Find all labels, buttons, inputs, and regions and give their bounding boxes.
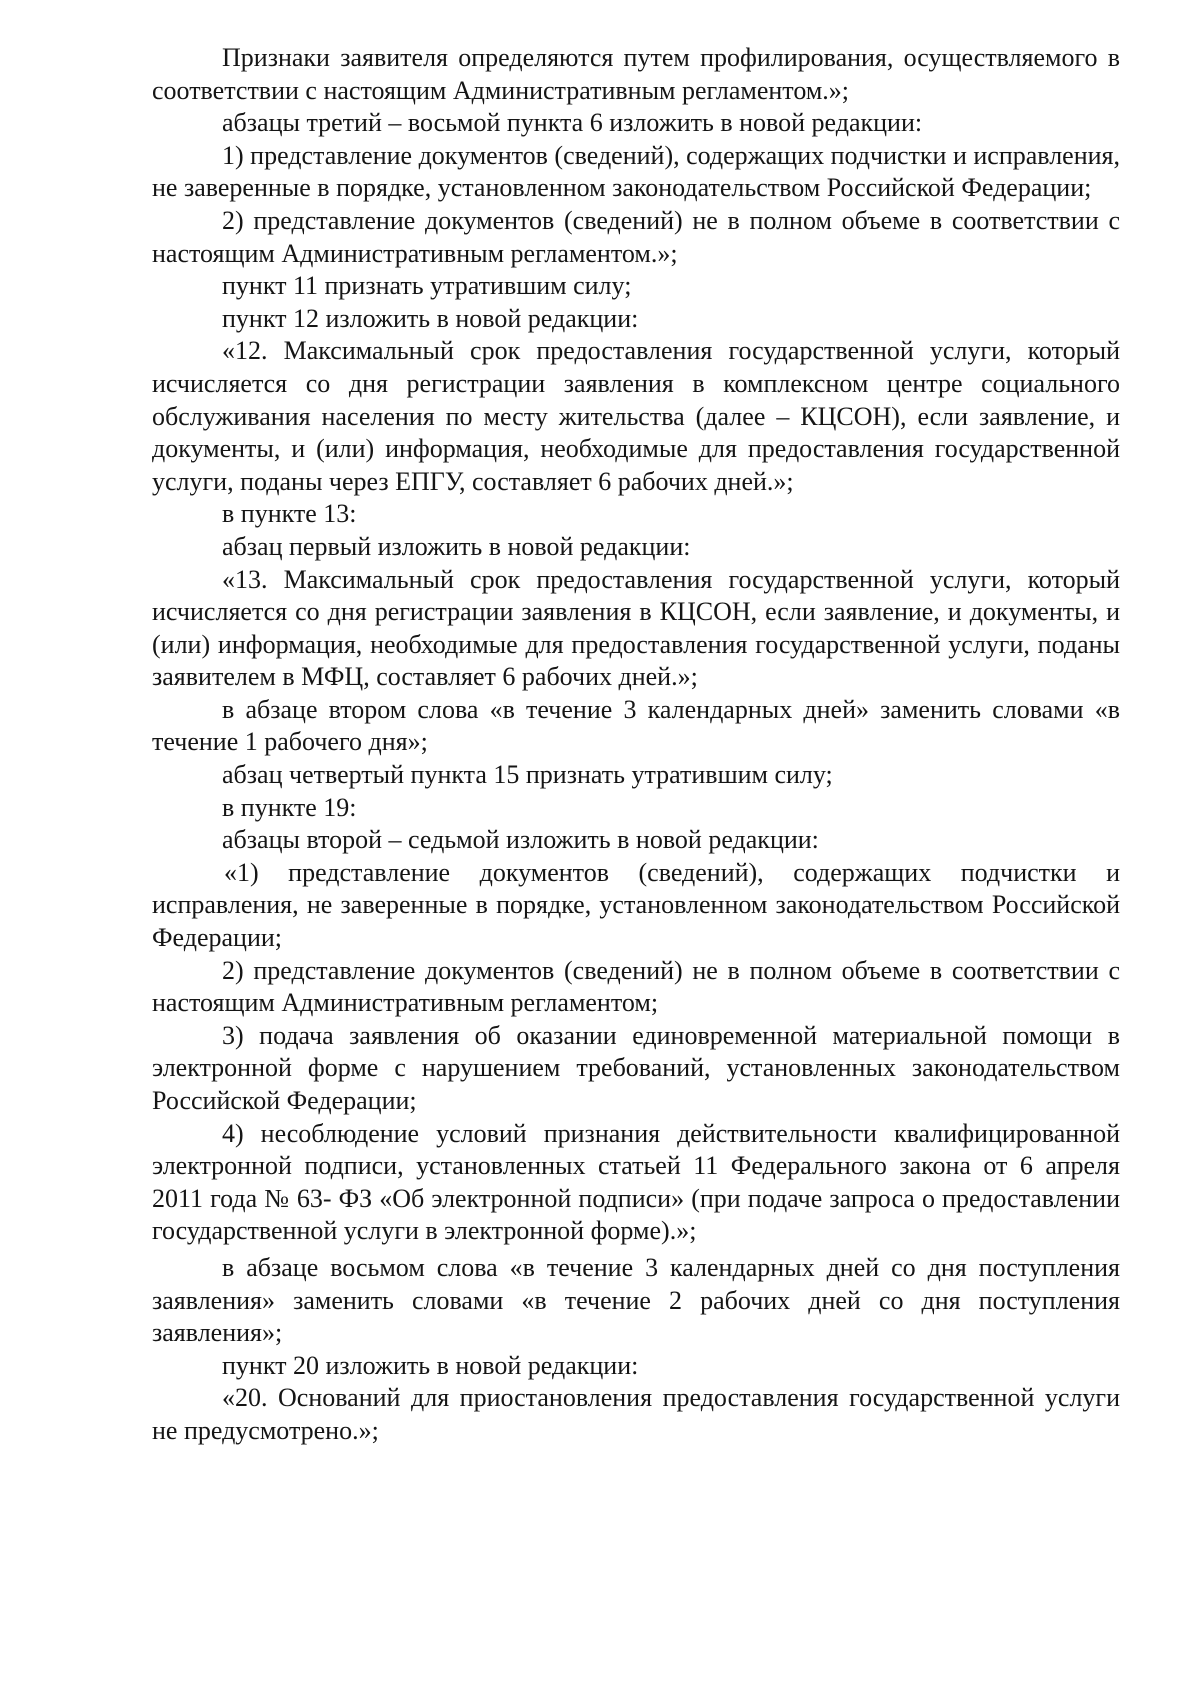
paragraph: «20. Оснований для приостановления предоставления государственной услуги не предусмотрено.»; <box>152 1383 1120 1445</box>
list-item: 1) представление документов (сведений), содержащих подчистки и исправления, не заверенные в порядке, установленном законодательством Российской Федерации; <box>152 140 1121 203</box>
list-item: 3) подача заявления об оказании единовременной материальной помощи в электронной форме с нарушением требований, установленных законодательством Российской Федерации; <box>152 1020 1120 1115</box>
paragraph: абзацы второй – седьмой изложить в новой редакции: <box>222 825 819 855</box>
paragraph: в пункте 19: <box>222 792 357 822</box>
paragraph: пункт 11 признать утратившим силу; <box>222 271 632 301</box>
paragraph: в абзаце втором слова «в течение 3 календарных дней» заменить словами «в течение 1 рабочего дня»; <box>152 694 1120 757</box>
list-item: 4) несоблюдение условий признания действительности квалифицированной электронной подписи, установленных статьей 11 Федерального закона от 6 апреля 2011 года № 63- ФЗ «Об электронной подписи» (при подаче запроса о предоставлении государственной услуги в электронной форме).»; <box>152 1118 1120 1246</box>
paragraph: «12. Максимальный срок предоставления государственной услуги, который исчисляется со дня регистрации заявления в комплексном центре социального обслуживания населения по месту жительства (далее – КЦСОН), если заявление, и документы, и (или) информация, необходимые для предоставления государственной услуги, поданы через ЕПГУ, составляет 6 рабочих дней.»; <box>152 336 1120 496</box>
paragraph: абзац первый изложить в новой редакции: <box>222 531 691 561</box>
paragraph: пункт 12 изложить в новой редакции: <box>222 303 639 333</box>
paragraph: «13. Максимальный срок предоставления государственной услуги, который исчисляется со дня регистрации заявления в КЦСОН, если заявление, и документы, и (или) информация, необходимые для предоставления государственной услуги, поданы заявителем в МФЦ, составляет 6 рабочих дней.»; <box>152 564 1120 692</box>
list-item: 2) представление документов (сведений) не в полном объеме в соответствии с настоящим Административным регламентом; <box>152 955 1120 1018</box>
paragraph: в абзаце восьмом слова «в течение 3 календарных дней со дня поступления заявления» заменить словами «в течение 2 рабочих дней со дня поступления заявления»; <box>152 1252 1120 1348</box>
list-item: 2) представление документов (сведений) не в полном объеме в соответствии с настоящим Административным регламентом.»; <box>152 205 1120 268</box>
paragraph: абзацы третий – восьмой пункта 6 изложить в новой редакции: <box>222 108 923 138</box>
list-item: «1) представление документов (сведений), содержащих подчистки и исправления, не заверенные в порядке, установленном законодательством Российской Федерации; <box>152 857 1120 953</box>
paragraph: пункт 20 изложить в новой редакции: <box>222 1350 639 1380</box>
paragraph: в пункте 13: <box>222 499 357 529</box>
paragraph: Признаки заявителя определяются путем профилирования, осуществляемого в соответствии с настоящим Административным регламентом.»; <box>152 43 1120 105</box>
paragraph: абзац четвертый пункта 15 признать утратившим силу; <box>222 760 833 790</box>
